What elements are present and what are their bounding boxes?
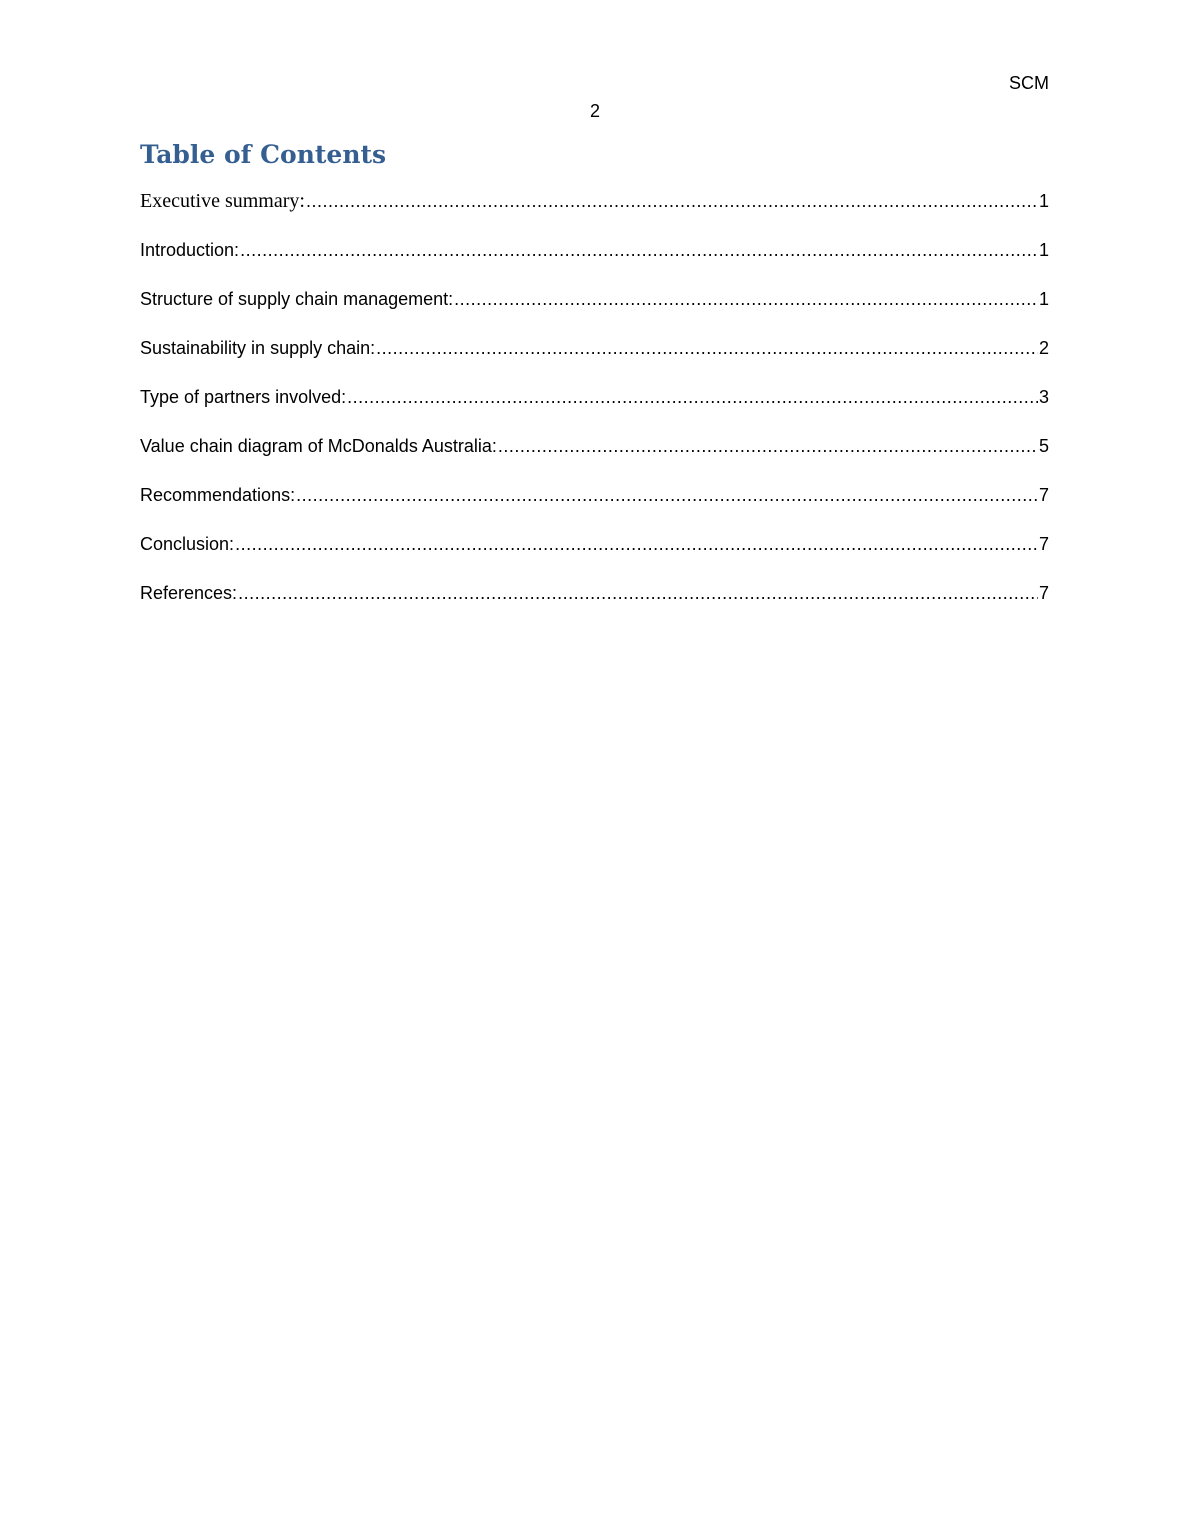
- running-head: SCM: [1009, 73, 1049, 93]
- toc-entry-page: 5: [1038, 436, 1049, 456]
- toc-dot-leader: [347, 384, 1038, 410]
- toc-entry-page: 1: [1038, 191, 1049, 211]
- toc-entry-executive-summary[interactable]: [140, 188, 1049, 237]
- toc-entry-structure[interactable]: [140, 286, 1049, 335]
- toc-entry-value-chain[interactable]: [140, 433, 1049, 482]
- toc-entry-page: 1: [1038, 289, 1049, 309]
- toc-entry-recommendations[interactable]: [140, 482, 1049, 531]
- toc-entry-label: References:: [140, 583, 238, 603]
- toc-dot-leader: [240, 237, 1038, 263]
- toc-list: [140, 188, 1049, 629]
- toc-entry-conclusion[interactable]: [140, 531, 1049, 580]
- toc-entry-references[interactable]: [140, 580, 1049, 629]
- toc-dot-leader: [306, 188, 1038, 214]
- toc-entry-page: 3: [1038, 387, 1049, 407]
- toc-entry-page: 7: [1038, 485, 1049, 505]
- toc-entry-label: Recommendations:: [140, 485, 296, 505]
- toc-entry-page: 7: [1038, 534, 1049, 554]
- toc-entry-partners[interactable]: [140, 384, 1049, 433]
- toc-entry-sustainability[interactable]: [140, 335, 1049, 384]
- toc-dot-leader: [296, 482, 1038, 508]
- toc-entry-label: Introduction:: [140, 240, 240, 260]
- toc-entry-page: 2: [1038, 338, 1049, 358]
- toc-entry-label: Structure of supply chain management:: [140, 289, 454, 309]
- page-number: 2: [589, 101, 600, 121]
- toc-dot-leader: [238, 580, 1038, 606]
- toc-entry-label: Value chain diagram of McDonalds Australia:: [140, 436, 497, 456]
- toc-entry-label: Sustainability in supply chain:: [140, 338, 376, 358]
- toc-entry-label: Conclusion:: [140, 534, 235, 554]
- toc-dot-leader: [498, 433, 1038, 459]
- toc-dot-leader: [235, 531, 1038, 557]
- toc-entry-label: Type of partners involved:: [140, 387, 347, 407]
- toc-entry-label: Executive summary:: [140, 190, 305, 212]
- toc-entry-page: 7: [1038, 583, 1049, 603]
- toc-title: Table of Contents: [140, 140, 387, 169]
- toc-dot-leader: [376, 335, 1038, 361]
- toc-entry-introduction[interactable]: [140, 237, 1049, 286]
- toc-dot-leader: [454, 286, 1038, 312]
- toc-entry-page: 1: [1038, 240, 1049, 260]
